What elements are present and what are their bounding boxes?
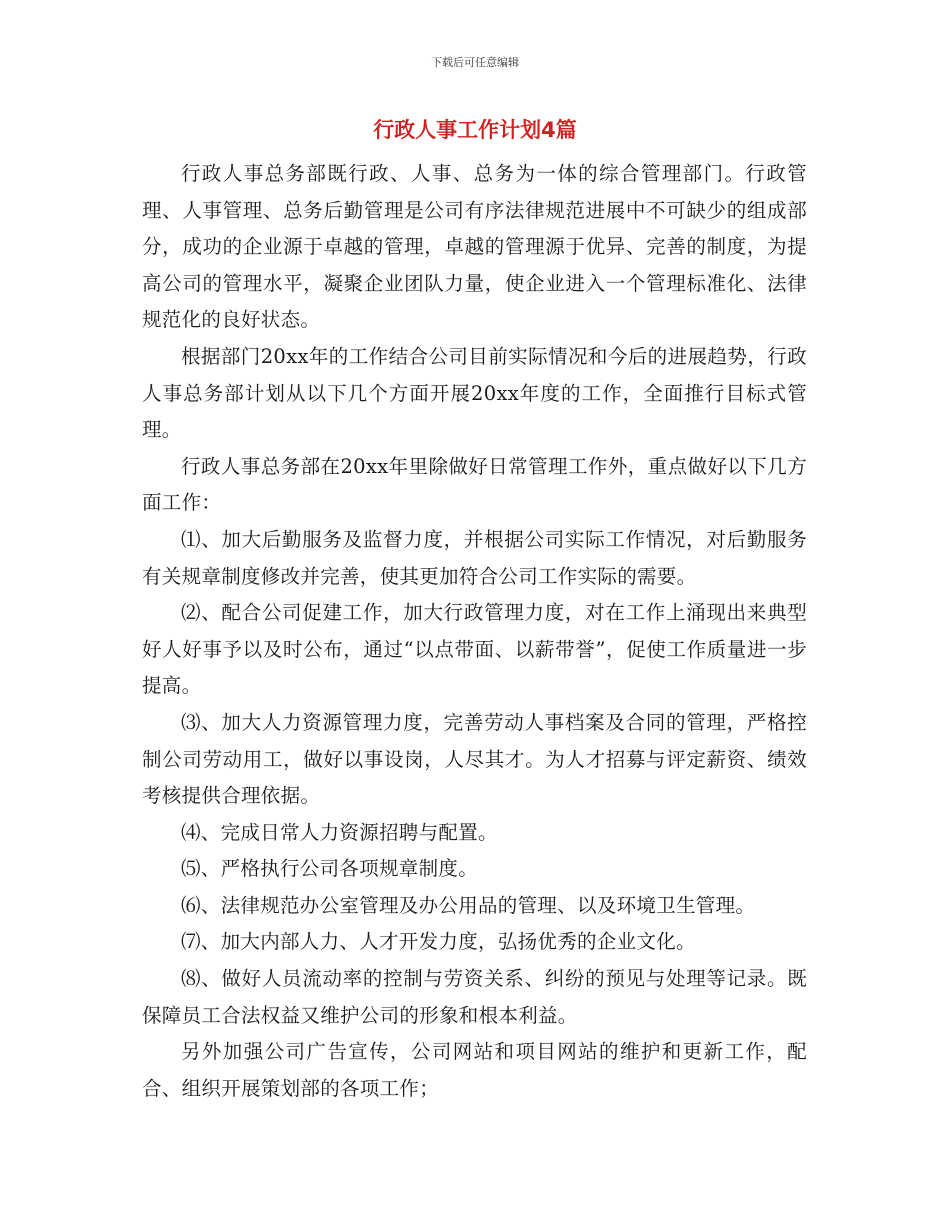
document-title: 行政人事工作计划4篇 <box>373 118 577 142</box>
list-item-3: ⑶、加大人力资源管理力度，完善劳动人事档案及合同的管理，严格控制公司劳动用工，做好以事设岗，人尽其才。为人才招募与评定薪资、绩效考核提供合理依据。 <box>142 710 807 808</box>
list-item-6: ⑹、法律规范办公室管理及办公用品的管理、以及环境卫生管理。 <box>181 893 756 917</box>
paragraph-plan: 根据部门20xx年的工作结合公司目前实际情况和今后的进展趋势，行政人事总务部计划从以下几个方面开展20xx年度的工作，全面推行目标式管理。 <box>142 344 807 442</box>
list-item-4: ⑷、完成日常人力资源招聘与配置。 <box>181 820 498 844</box>
paragraph-intro: 行政人事总务部既行政、人事、总务为一体的综合管理部门。行政管理、人事管理、总务后勤管理是公司有序法律规范进展中不可缺少的组成部分，成功的企业源于卓越的管理，卓越的管理源于优异、完善的制度，为提高公司的管理水平，凝聚企业团队力量，使企业进入一个管理标准化、法律规范化的良好状态。 <box>142 162 807 332</box>
list-item-5: ⑸、严格执行公司各项规章制度。 <box>181 857 479 881</box>
list-item-2: ⑵、配合公司促建工作，加大行政管理力度，对在工作上涌现出来典型好人好事予以及时公布，通过“以点带面、以薪带誉”，促使工作质量进一步提高。 <box>142 601 807 698</box>
list-item-1: ⑴、加大后勤服务及监督力度，并根据公司实际工作情况，对后勤服务有关规章制度修改并完善，使其更加符合公司工作实际的需要。 <box>142 527 807 588</box>
document-body <box>142 156 807 1107</box>
paragraph-additional: 另外加强公司广告宣传，公司网站和项目网站的维护和更新工作，配合、组织开展策划部的各项工作； <box>142 1040 807 1100</box>
paragraph-focus: 行政人事总务部在20xx年里除做好日常管理工作外，重点做好以下几方面工作： <box>142 454 807 515</box>
list-item-7: ⑺、加大内部人力、人才开发力度，弘扬优秀的企业文化。 <box>181 930 696 954</box>
header-note: 下载后可任意编辑 <box>431 56 519 69</box>
list-item-8: ⑻、做好人员流动率的控制与劳资关系、纠纷的预见与处理等记录。既保障员工合法权益又维护公司的形象和根本利益。 <box>142 967 807 1027</box>
